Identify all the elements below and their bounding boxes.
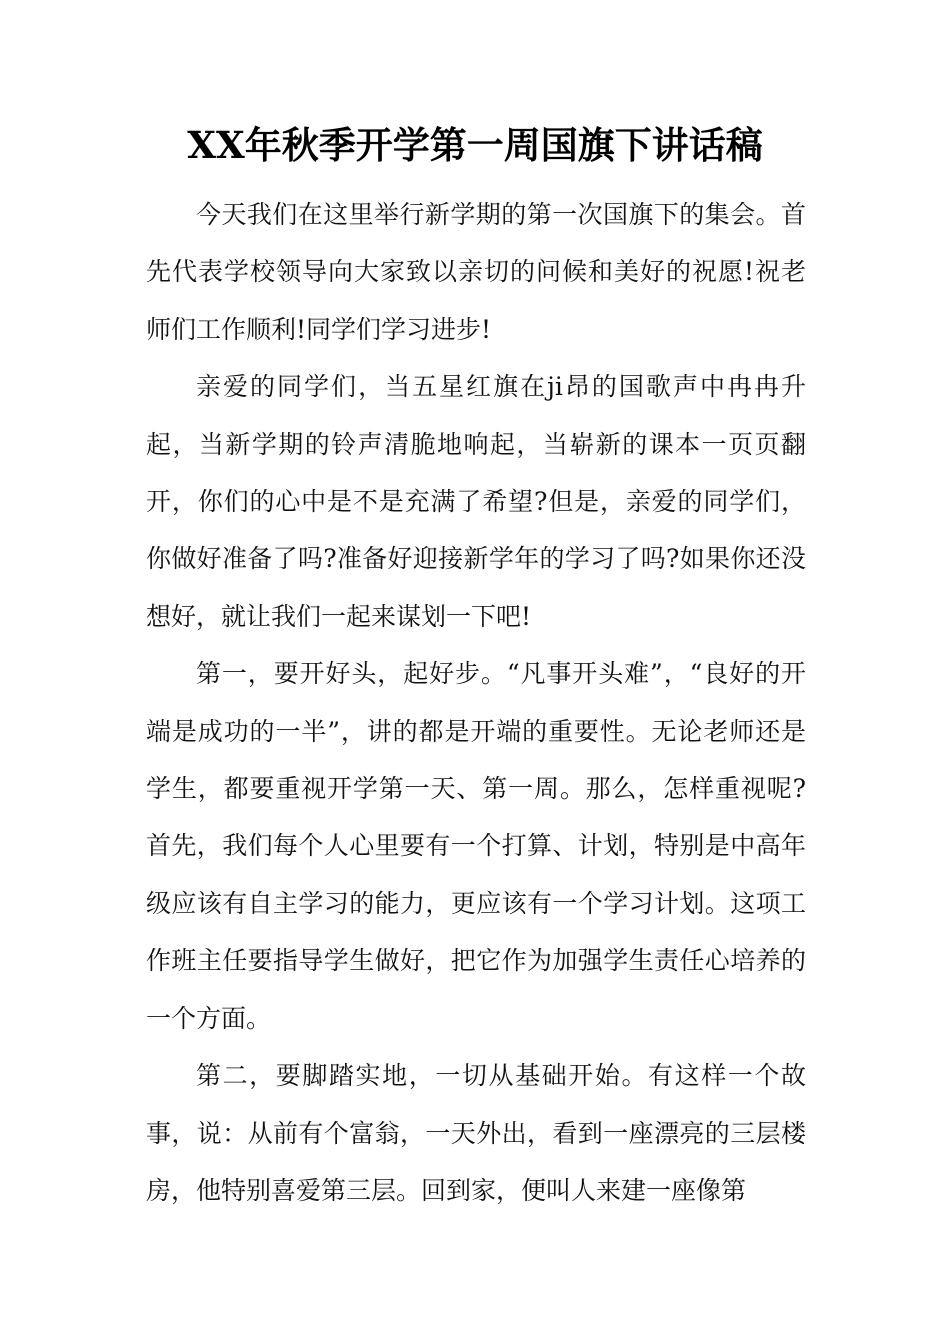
- paragraph-greeting: 今天我们在这里举行新学期的第一次国旗下的集会。首先代表学校领导向大家致以亲切的问候和美好的祝愿!祝老师们工作顺利!同学们学习进步!: [146, 200, 806, 344]
- paragraph-point-two: 第二，要脚踏实地，一切从基础开始。有这样一个故事，说：从前有个富翁，一天外出，看到一座漂亮的三层楼房，他特别喜爱第三层。回到家，便叫人来建一座像第: [146, 1061, 806, 1205]
- document-body: [146, 186, 806, 1219]
- paragraph-point-one: 第一，要开好头，起好步。“凡事开头难”，“良好的开端是成功的一半”，讲的都是开端的重要性。无论老师还是学生，都要重视开学第一天、第一周。那么，怎样重视呢?首先，我们每个人心里要有一个打算、计划，特别是中高年级应该有自主学习的能力，更应该有一个学习计划。这项工作班主任要指导学生做好，把它作为加强学生责任心培养的一个方面。: [146, 659, 806, 1033]
- paragraph-new-semester: 亲爱的同学们，当五星红旗在ji昂的国歌声中冉冉升起，当新学期的铃声清脆地响起，当崭新的课本一页页翻开，你们的心中是不是充满了希望?但是，亲爱的同学们，你做好准备了吗?准备好迎接新学年的学习了吗?如果你还没想好，就让我们一起来谋划一下吧!: [146, 372, 806, 631]
- document-title: XX年秋季开学第一周国旗下讲话稿: [187, 123, 763, 167]
